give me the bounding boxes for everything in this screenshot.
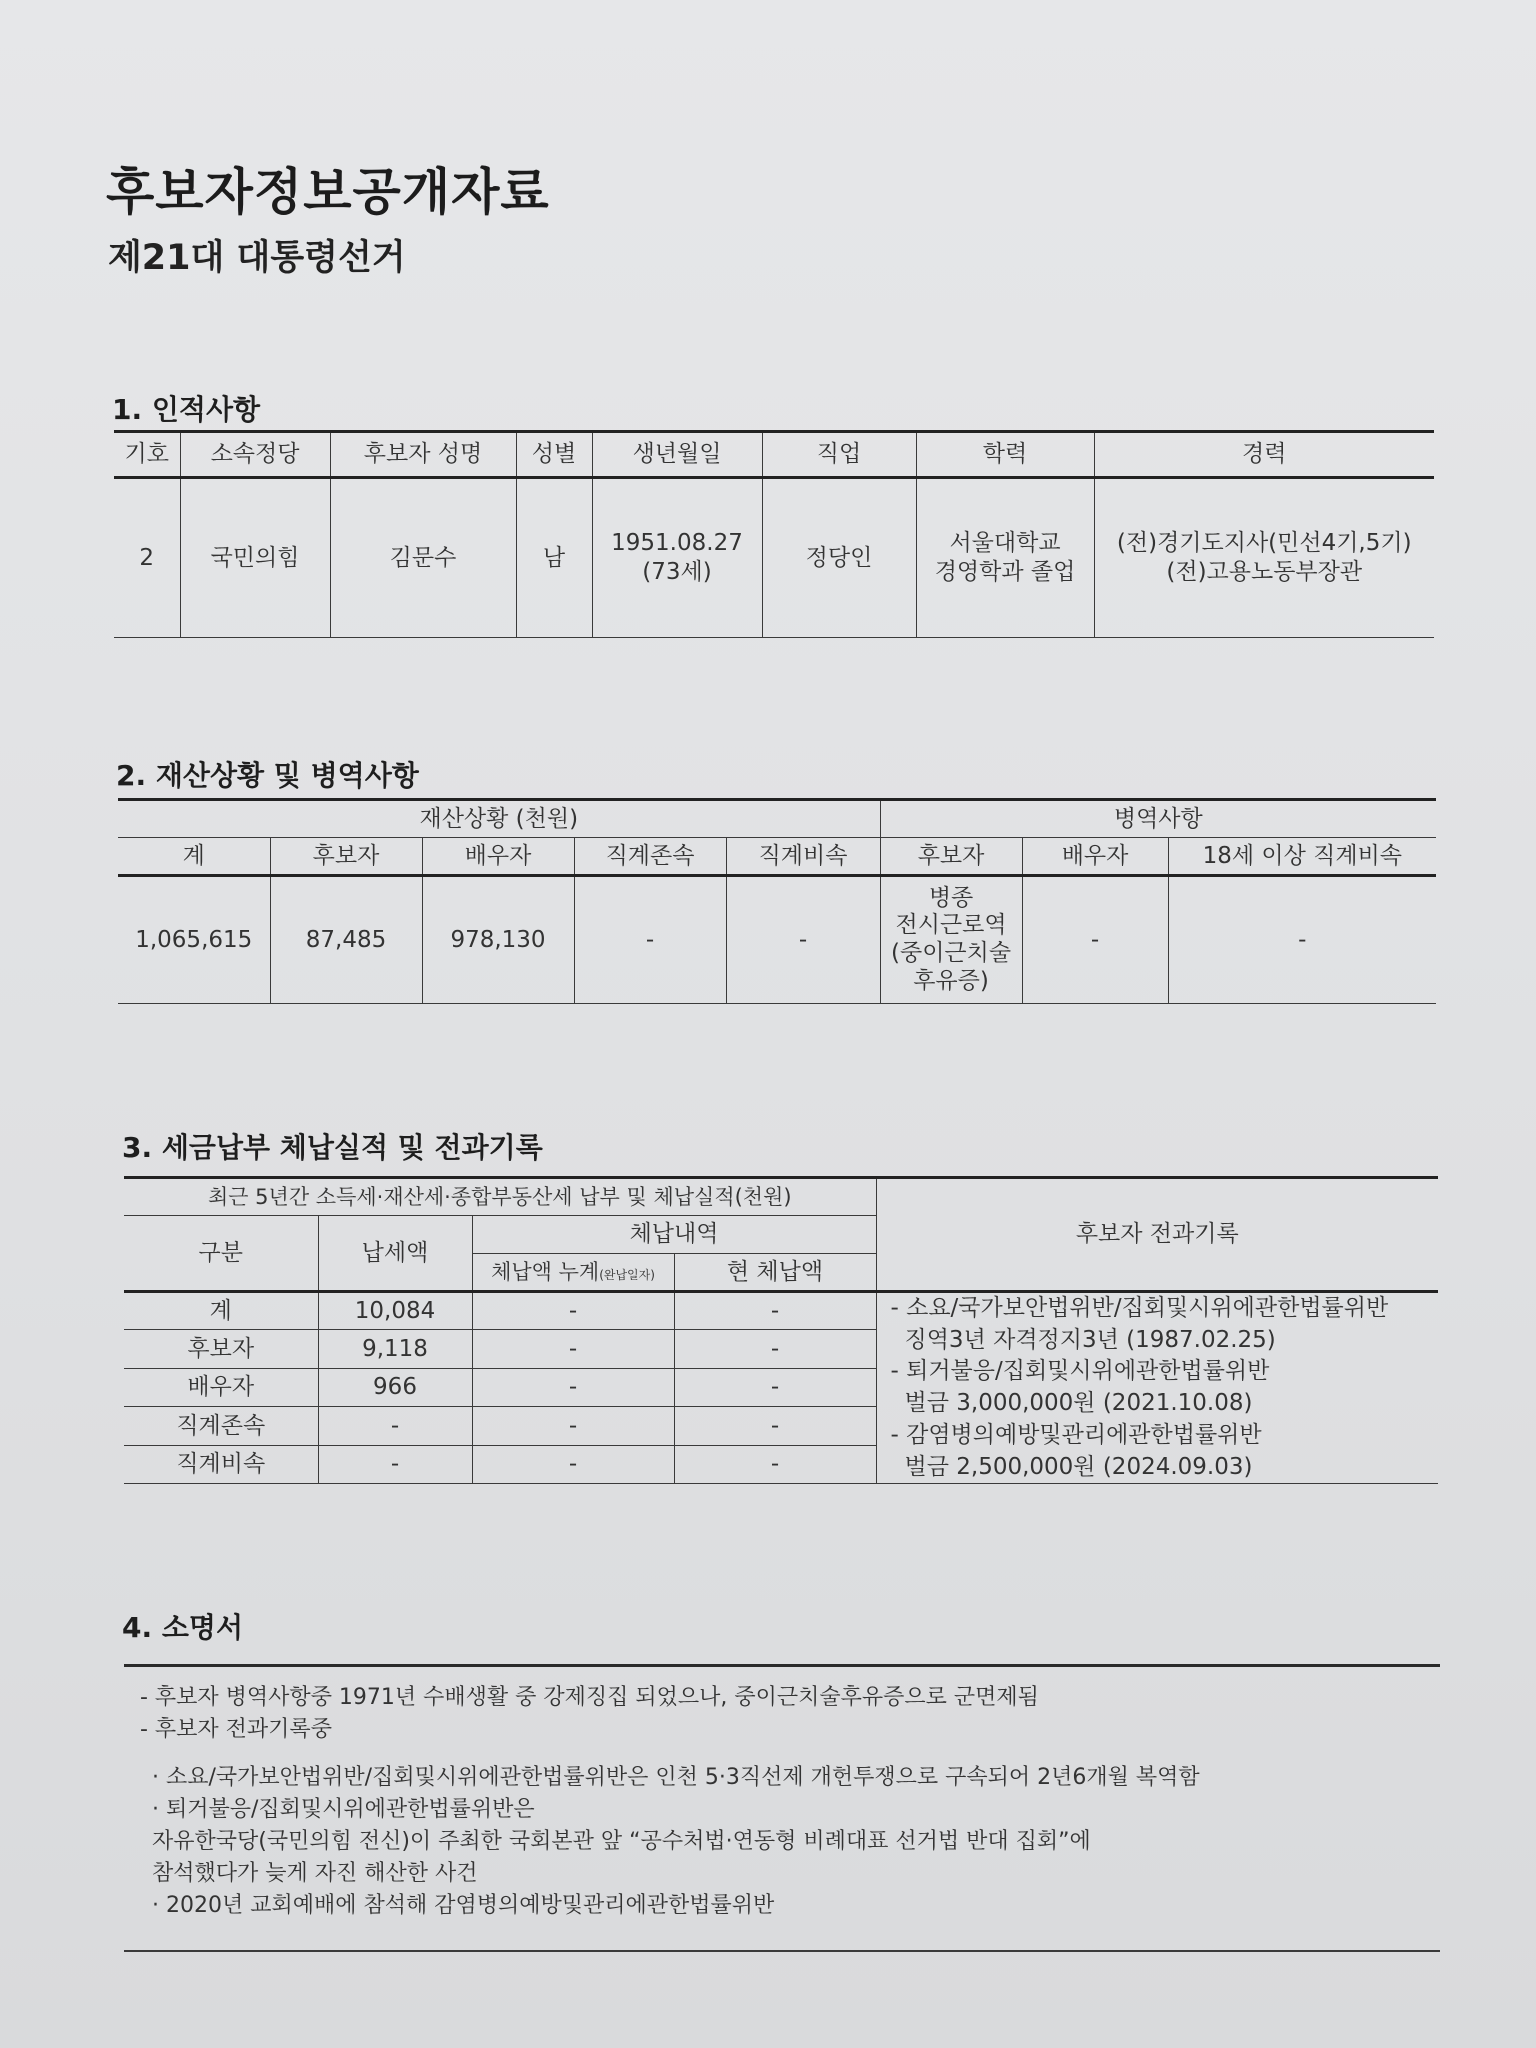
crime-line: 벌금 2,500,000원 (2024.09.03) <box>904 1453 1253 1480</box>
property-total: 1,065,615 <box>118 876 270 1004</box>
career-item-2: (전)고용노동부장관 <box>1166 559 1363 585</box>
col-arrears: 체납내역 <box>472 1216 876 1254</box>
col-name: 후보자 성명 <box>330 432 516 478</box>
property-ascendants: - <box>574 876 726 1004</box>
section4-bottom-rule <box>124 1950 1440 1952</box>
col-descendants: 직계비속 <box>726 838 880 876</box>
candidate-party: 국민의힘 <box>180 478 330 638</box>
crime-header: 후보자 전과기록 <box>876 1178 1438 1292</box>
candidate-birth <box>592 478 762 638</box>
tax-row-paid: 966 <box>318 1368 472 1406</box>
tax-row-current: - <box>674 1330 876 1368</box>
col-gender: 성별 <box>516 432 592 478</box>
career-item-1: (전)경기도지사(민선4기,5기) <box>1116 530 1412 557</box>
col-education: 학력 <box>916 432 1094 478</box>
tax-row-paid: 10,084 <box>318 1292 472 1330</box>
tax-crime-table <box>124 1176 1438 1484</box>
col-military-children: 18세 이상 직계비속 <box>1168 838 1436 876</box>
tax-row-paid: 9,118 <box>318 1330 472 1368</box>
property-descendants: - <box>726 876 880 1004</box>
military-line-1: 병종 <box>928 884 974 911</box>
education-major: 경영학과 졸업 <box>934 559 1076 585</box>
col-birth: 생년월일 <box>592 432 762 478</box>
col-current: 현 체납액 <box>674 1254 876 1292</box>
col-cumulative-label: 체납액 누계 <box>491 1259 600 1284</box>
tax-row-cumulative: - <box>472 1445 674 1484</box>
tax-row-cumulative: - <box>472 1330 674 1368</box>
tax-row-label: 직계비속 <box>124 1445 318 1484</box>
tax-row-current: - <box>674 1445 876 1484</box>
statement-line: · 2020년 교회예배에 참석해 감염병의예방및관리에관한법률위반 <box>152 1893 775 1918</box>
document-subtitle: 제21대 대통령선거 <box>108 238 406 278</box>
col-number: 기호 <box>114 432 180 478</box>
military-line-2: 전시근로역 <box>895 912 1007 939</box>
section1-heading: 1. 인적사항 <box>112 393 261 426</box>
personal-info-table <box>114 430 1434 638</box>
col-military-spouse: 배우자 <box>1022 838 1168 876</box>
crime-line: - 소요/국가보안법위반/집회및시위에관한법률위반 <box>890 1295 1389 1321</box>
candidate-name: 김문수 <box>330 478 516 638</box>
crime-line: 벌금 3,000,000원 (2021.10.08) <box>904 1390 1253 1417</box>
candidate-education <box>916 478 1094 638</box>
col-cumulative-note: (완납일자) <box>599 1267 655 1282</box>
property-spouse: 978,130 <box>422 876 574 1004</box>
candidate-job: 정당인 <box>762 478 916 638</box>
military-candidate <box>880 876 1022 1004</box>
military-line-3: (중이근치술 <box>891 940 1012 966</box>
candidate-gender: 남 <box>516 478 592 638</box>
tax-row-paid: - <box>318 1407 472 1445</box>
col-candidate: 후보자 <box>270 838 422 876</box>
col-cumulative <box>472 1254 674 1292</box>
tax-row-cumulative: - <box>472 1368 674 1406</box>
candidate-career <box>1094 478 1434 638</box>
section4-top-rule <box>124 1664 1440 1667</box>
education-school: 서울대학교 <box>949 530 1061 557</box>
section2-heading: 2. 재산상황 및 병역사항 <box>116 759 419 792</box>
col-party: 소속정당 <box>180 432 330 478</box>
col-spouse: 배우자 <box>422 838 574 876</box>
military-children: - <box>1168 876 1436 1004</box>
col-category: 구분 <box>124 1216 318 1292</box>
col-job: 직업 <box>762 432 916 478</box>
property-candidate: 87,485 <box>270 876 422 1004</box>
tax-row-label: 계 <box>124 1292 318 1330</box>
tax-row-current: - <box>674 1292 876 1330</box>
section3-heading: 3. 세금납부 체납실적 및 전과기록 <box>122 1131 543 1164</box>
military-line-4: 후유증) <box>913 967 989 994</box>
crime-line: 징역3년 자격정지3년 (1987.02.25) <box>904 1326 1276 1353</box>
col-career: 경력 <box>1094 432 1434 478</box>
tax-row-current: - <box>674 1407 876 1445</box>
tax-row-cumulative: - <box>472 1407 674 1445</box>
property-military-table <box>118 798 1436 1004</box>
property-header: 재산상황 (천원) <box>118 800 880 838</box>
birth-age: (73세) <box>642 559 712 585</box>
statement-line: · 퇴거불응/집회및시위에관한법률위반은 <box>152 1797 535 1822</box>
document-title: 후보자정보공개자료 <box>106 163 550 221</box>
col-total: 계 <box>118 838 270 876</box>
birth-date: 1951.08.27 <box>611 530 743 557</box>
crime-line: - 퇴거불응/집회및시위에관한법률위반 <box>890 1358 1270 1385</box>
statement-line: · 소요/국가보안법위반/집회및시위에관한법률위반은 인천 5·3직선제 개헌투쟁으로 구속되어 2년6개월 복역함 <box>152 1765 1200 1790</box>
tax-row-cumulative: - <box>472 1292 674 1330</box>
statement-line: - 후보자 전과기록중 <box>140 1717 332 1742</box>
statement-line: - 후보자 병역사항중 1971년 수배생활 중 강제징집 되었으나, 중이근치술후유증으로 군면제됨 <box>140 1685 1039 1710</box>
tax-row-label: 직계존속 <box>124 1407 318 1445</box>
statement-line: 자유한국당(국민의힘 전신)이 주최한 국회본관 앞 “공수처법·연동형 비례대표 선거법 반대 집회”에 <box>152 1829 1091 1854</box>
military-spouse: - <box>1022 876 1168 1004</box>
col-paid: 납세액 <box>318 1216 472 1292</box>
tax-row-label: 후보자 <box>124 1330 318 1368</box>
candidate-number: 2 <box>114 478 180 638</box>
tax-row-label: 배우자 <box>124 1368 318 1406</box>
crime-records <box>876 1292 1438 1484</box>
tax-row-paid: - <box>318 1445 472 1484</box>
tax-row-current: - <box>674 1368 876 1406</box>
col-ascendants: 직계존속 <box>574 838 726 876</box>
military-header: 병역사항 <box>880 800 1436 838</box>
section4-heading: 4. 소명서 <box>122 1611 244 1644</box>
crime-line: - 감염병의예방및관리에관한법률위반 <box>890 1421 1262 1448</box>
statement-line: 참석했다가 늦게 자진 해산한 사건 <box>152 1861 478 1886</box>
col-military-candidate: 후보자 <box>880 838 1022 876</box>
tax-header: 최근 5년간 소득세·재산세·종합부동산세 납부 및 체납실적(천원) <box>124 1178 876 1216</box>
